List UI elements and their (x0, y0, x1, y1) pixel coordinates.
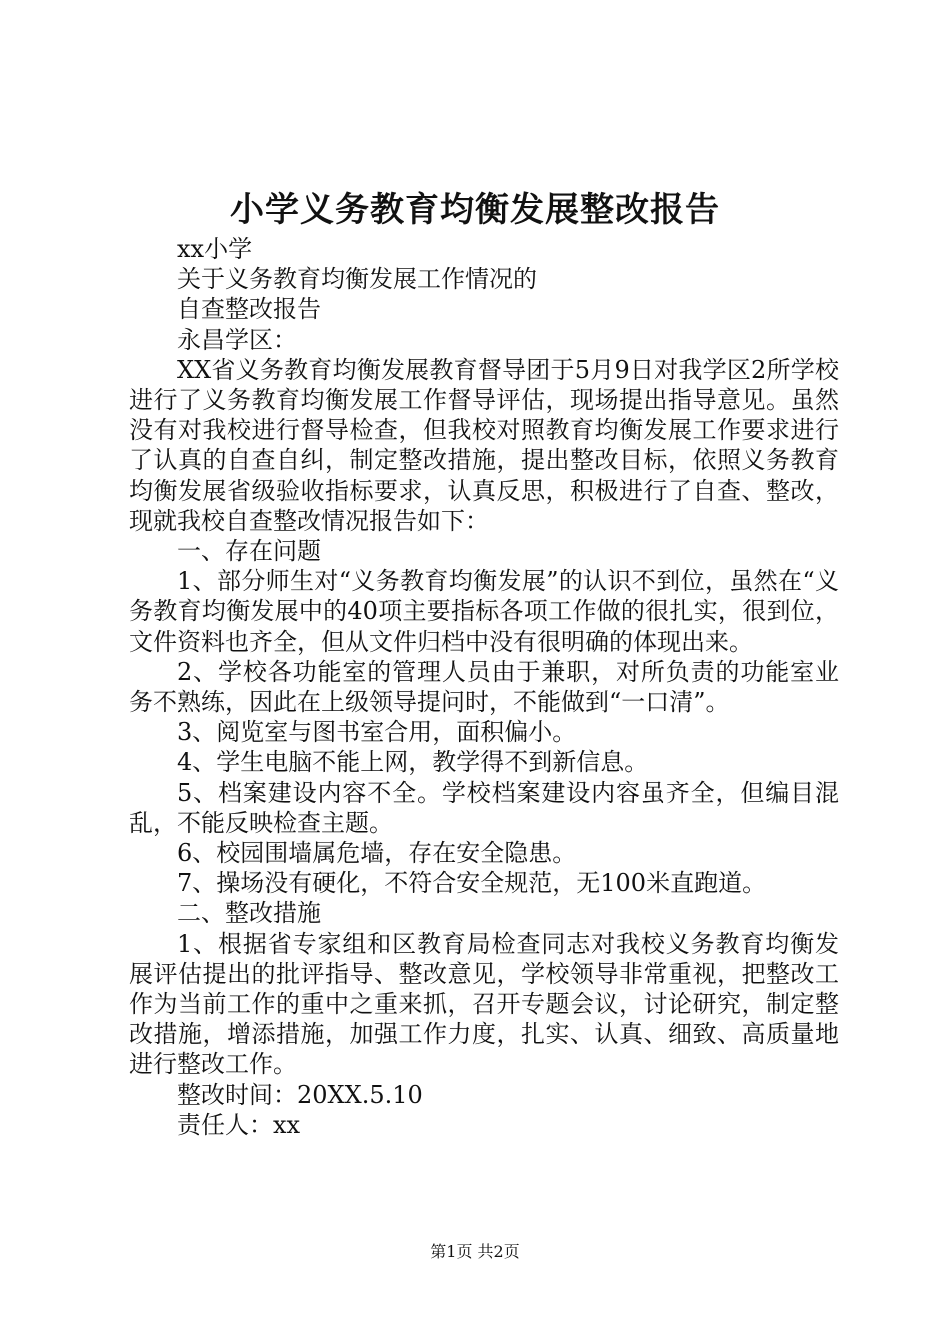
problem-item: 3、阅览室与图书室合用，面积偏小。 (177, 718, 577, 747)
problem-item: 4、学生电脑不能上网，教学得不到新信息。 (177, 748, 649, 777)
measure-item: 1、根据省专家组和区教育局检查同志对我校义务教育均衡发展评估提出的批评指导、整改意见，学校领导非常重视，把整改工作为当前工作的重中之重来抓，召开专题会议，讨论研究，制定整改措施，增添措施，加强工作力度，扎实、认真、细致、高质量地进行整改工作。 (129, 929, 839, 1079)
problem-item: 1、部分师生对“义务教育均衡发展”的认识不到位，虽然在“义务教育均衡发展中的40项主要指标各项工作做的很扎实，很到位，文件资料也齐全，但从文件归档中没有很明确的体现出来。 (129, 567, 839, 656)
subtitle-line-1: 关于义务教育均衡发展工作情况的 (177, 265, 537, 294)
subtitle-line-2: 自查整改报告 (177, 295, 321, 324)
addressee: 永昌学区： (177, 325, 297, 354)
document-title: 小学义务教育均衡发展整改报告 (230, 190, 720, 230)
responsible-person: 责任人：xx (177, 1110, 301, 1139)
section-heading-problems: 一、存在问题 (177, 537, 321, 566)
section-heading-measures: 二、整改措施 (177, 899, 321, 928)
page-footer: 第1页 共2页 (430, 1242, 520, 1261)
problem-item: 6、校园围墙属危墙，存在安全隐患。 (177, 839, 577, 868)
document-body (129, 234, 839, 1140)
school-name: xx小学 (177, 235, 253, 263)
rectification-time: 整改时间：20XX.5.10 (177, 1080, 423, 1109)
intro-paragraph: XX省义务教育均衡发展教育督导团于5月9日对我学区2所学校进行了义务教育均衡发展工作督导评估，现场提出指导意见。虽然没有对我校进行督导检查，但我校对照教育均衡发展工作要求进行了认真的自查自纠，制定整改措施，提出整改目标，依照义务教育均衡发展省级验收指标要求，认真反思，积极进行了自查、整改，现就我校自查整改情况报告如下： (129, 355, 839, 535)
problem-item: 7、操场没有硬化，不符合安全规范，无100米直跑道。 (177, 869, 767, 898)
problem-item: 5、档案建设内容不全。学校档案建设内容虽齐全，但编目混乱，不能反映检查主题。 (129, 778, 839, 837)
problem-item: 2、学校各功能室的管理人员由于兼职，对所负责的功能室业务不熟练，因此在上级领导提问时，不能做到“一口清”。 (129, 657, 839, 717)
